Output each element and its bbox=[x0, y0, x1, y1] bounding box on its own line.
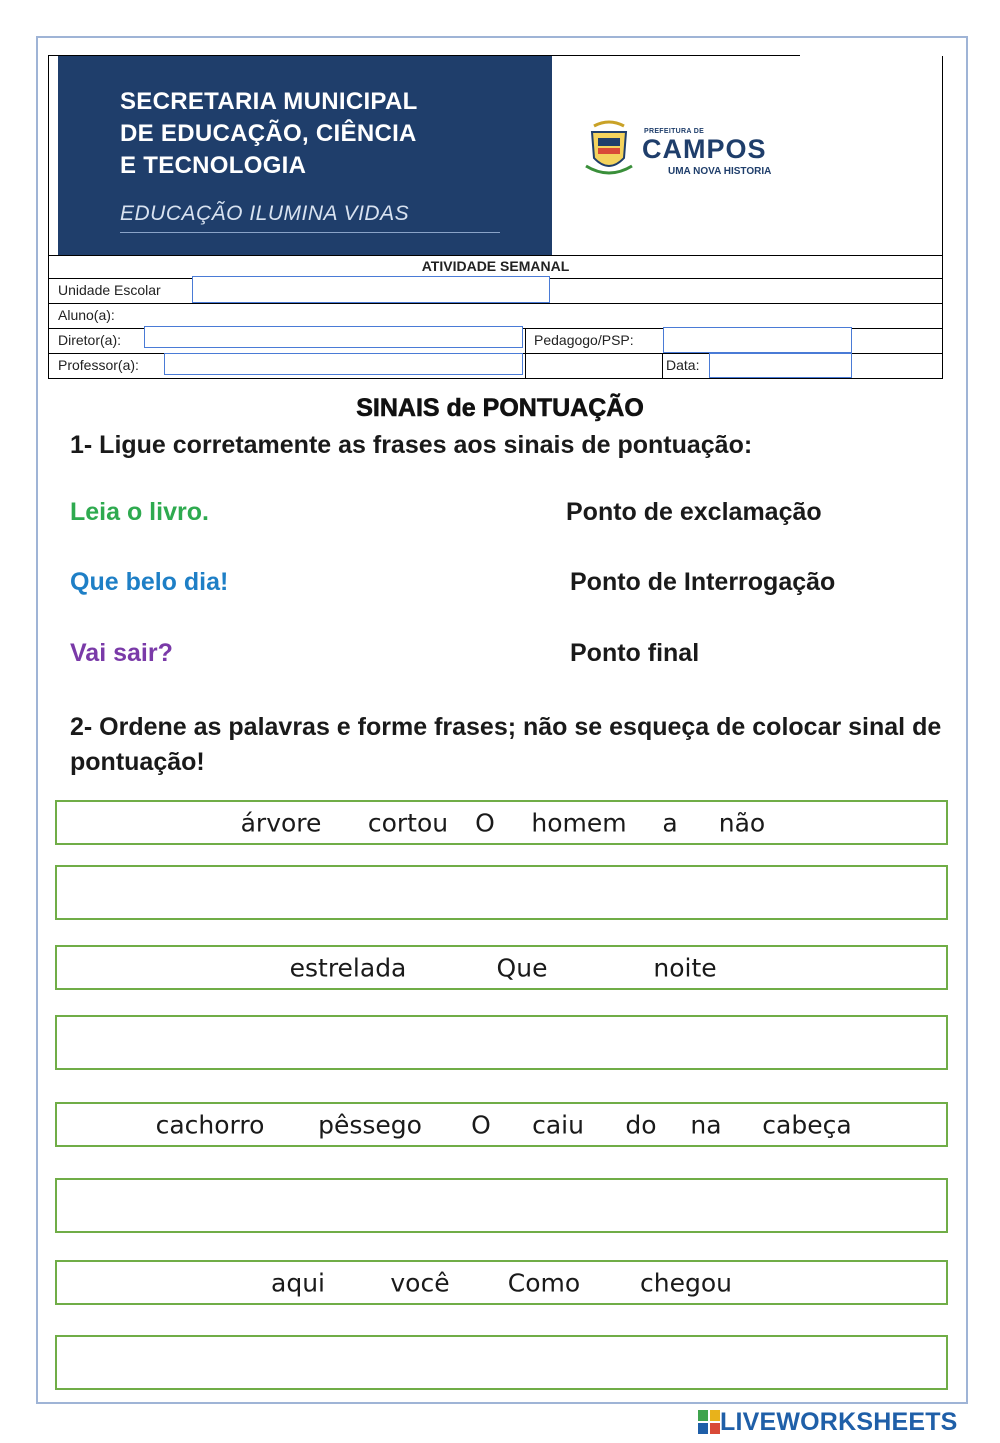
school-label: Unidade Escolar bbox=[58, 282, 161, 298]
word: você bbox=[390, 1268, 450, 1297]
word: cachorro bbox=[155, 1110, 265, 1139]
teacher-input[interactable] bbox=[164, 353, 523, 375]
campos-logo bbox=[584, 118, 824, 184]
coat-of-arms-icon bbox=[584, 118, 634, 182]
logo-title: CAMPOS bbox=[642, 134, 767, 164]
word: cabeça bbox=[762, 1110, 852, 1139]
banner-tagline: EDUCAÇÃO ILUMINA VIDAS bbox=[120, 202, 410, 225]
date-input[interactable] bbox=[709, 353, 852, 378]
answer-box-1[interactable] bbox=[55, 865, 948, 920]
word: estrelada bbox=[289, 953, 407, 982]
liveworksheets-icon bbox=[698, 1410, 720, 1436]
phrase-3[interactable]: Vai sair? bbox=[70, 639, 173, 667]
banner-line-2: DE EDUCAÇÃO, CIÊNCIA bbox=[120, 120, 417, 147]
word: O bbox=[471, 1110, 491, 1139]
banner-line-1: SECRETARIA MUNICIPAL bbox=[120, 88, 418, 115]
pedagogue-label: Pedagogo/PSP: bbox=[534, 332, 634, 348]
word-box-2 bbox=[55, 945, 948, 990]
answer-box-3[interactable] bbox=[55, 1178, 948, 1233]
teacher-label: Professor(a): bbox=[58, 357, 139, 373]
phrase-1[interactable]: Leia o livro. bbox=[70, 498, 209, 526]
phrase-2[interactable]: Que belo dia! bbox=[70, 568, 229, 596]
word-box-3 bbox=[55, 1102, 948, 1147]
logo-subtitle: UMA NOVA HISTORIA bbox=[668, 166, 772, 177]
option-interrogation[interactable]: Ponto de Interrogação bbox=[570, 568, 836, 596]
date-label: Data: bbox=[666, 357, 700, 373]
answer-box-4[interactable] bbox=[55, 1335, 948, 1390]
option-final[interactable]: Ponto final bbox=[570, 639, 700, 667]
word: homem bbox=[531, 808, 627, 837]
word: pêssego bbox=[318, 1110, 422, 1139]
logo-small-text: PREFEITURA DE bbox=[644, 128, 705, 135]
banner-line-3: E TECNOLOGIA bbox=[120, 152, 307, 179]
word: na bbox=[690, 1110, 722, 1139]
word: Que bbox=[496, 953, 548, 982]
word: chegou bbox=[640, 1268, 732, 1297]
secretariat-banner bbox=[58, 56, 552, 255]
sheet-title: SINAIS de PONTUAÇÃO bbox=[356, 394, 644, 422]
school-input[interactable] bbox=[192, 276, 550, 303]
word: a bbox=[662, 808, 678, 837]
director-label: Diretor(a): bbox=[58, 332, 122, 348]
word: árvore bbox=[240, 808, 322, 837]
form-title: ATIVIDADE SEMANAL bbox=[421, 258, 570, 274]
student-label: Aluno(a): bbox=[58, 307, 115, 323]
question-2-prompt: 2- Ordene as palavras e forme frases; não se esqueça de colocar sinal de pontuação! bbox=[70, 713, 942, 776]
director-input[interactable] bbox=[144, 326, 523, 348]
word: Como bbox=[507, 1268, 581, 1297]
word: noite bbox=[653, 953, 717, 982]
word: não bbox=[718, 808, 766, 837]
word-box-4 bbox=[55, 1260, 948, 1305]
word: aqui bbox=[271, 1268, 325, 1297]
word: do bbox=[625, 1110, 657, 1139]
liveworksheets-brand: LIVEWORKSHEETS bbox=[720, 1408, 958, 1436]
option-exclamation[interactable]: Ponto de exclamação bbox=[566, 498, 822, 526]
word-box-1 bbox=[55, 800, 948, 845]
word: O bbox=[475, 808, 495, 837]
word: cortou bbox=[367, 808, 449, 837]
question-1-prompt: 1- Ligue corretamente as frases aos sinais de pontuação: bbox=[70, 431, 753, 459]
answer-box-2[interactable] bbox=[55, 1015, 948, 1070]
pedagogue-input[interactable] bbox=[663, 327, 852, 353]
word: caiu bbox=[532, 1110, 584, 1139]
